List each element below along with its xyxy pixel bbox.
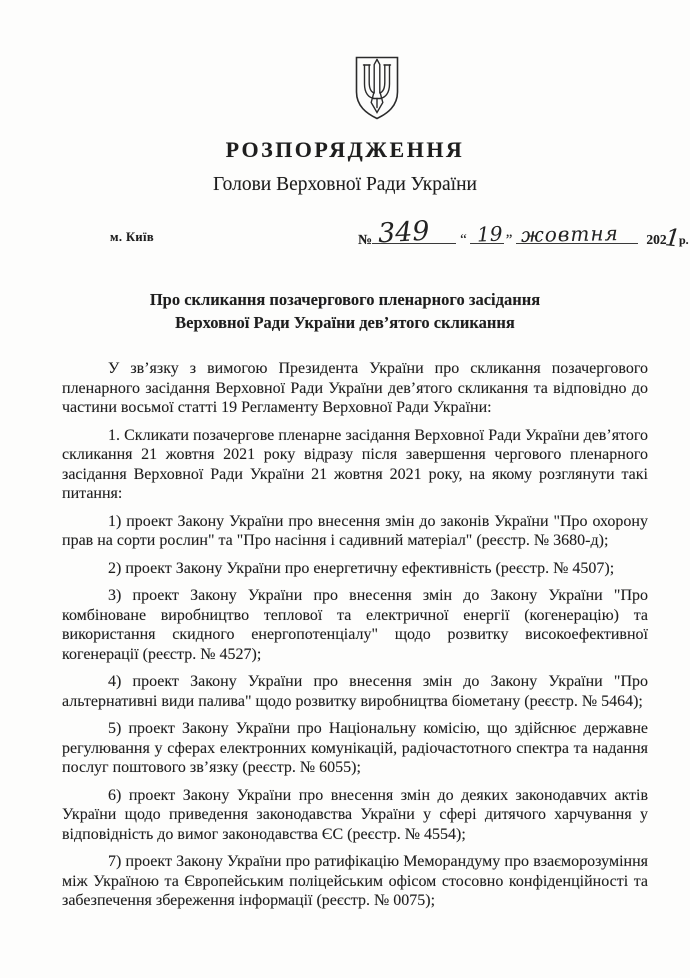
month-blank-line <box>516 221 638 247</box>
issuer-subheading: Голови Верховної Ради України <box>213 174 477 195</box>
day-blank-line <box>470 221 504 247</box>
agenda-item-3: 3) проект Закону України про внесення змін до Закону України "Про комбіноване виробництво теплової та електричної енергії (когенерацію) та використання скидного енергопотенціалу" щодо розвитку високоефективної когенерації (реєстр. № 4527); <box>62 587 648 663</box>
open-quote: “ <box>460 232 467 248</box>
agenda-item-4: 4) проект Закону України про внесення змін до Закону України "Про альтернативні види палива" щодо розвитку виробництва біометану (реєстр. № 5464); <box>62 673 648 710</box>
handwritten-day: 19 <box>476 221 503 247</box>
agenda-item-1: 1) проект Закону України про внесення змін до законів України "Про охорону прав на сорти рослин" та "Про насіння і садивний матеріал" (реєстр. № 3680-д); <box>62 512 648 549</box>
title-line-1: Про скликання позачергового пленарного засідання <box>149 290 541 309</box>
agenda-item-7: 7) проект Закону України про ратифікацію Меморандуму про взаєморозуміння між Україною та Європейським поліцейським офісом стосовно конфіденційності та забезпечення збереження інформації (реєстр. № 0075); <box>62 853 648 909</box>
preamble-paragraph: У зв’язку з вимогою Президента України про скликання позачергового пленарного засідання Верховної Ради України дев’ятого скликання та відповідно до частини восьмої статті 19 Регламенту Верховної Ради України: <box>62 360 648 416</box>
place-label: м. Київ <box>110 230 155 244</box>
handwritten-number: 349 <box>377 215 431 250</box>
number-date-group <box>358 215 689 253</box>
clause-1-paragraph: 1. Скликати позачергове пленарне засідання Верховної Ради України дев’ятого скликання 21 жовтня 2021 року відразу після завершення чергового пленарного засідання Верховної Ради України 21 жовтня 2021 року, на якому розглянути такі питання: <box>62 426 648 502</box>
place-date-row <box>0 215 690 254</box>
number-sign: № <box>358 233 373 248</box>
agenda-item-2: 2) проект Закону України про енергетичну ефективність (реєстр. № 4507); <box>108 559 615 577</box>
handwritten-month: жовтня <box>521 221 620 247</box>
handwritten-year-digit: 1 <box>663 223 682 253</box>
title-line-2: Верховної Ради України дев’ятого скликання <box>175 312 515 332</box>
agenda-item-6: 6) проект Закону України про внесення змін до деяких законодавчих актів України щодо приведення законодавства України у сфері дитячого харчування у відповідність до вимог законодавства ЄС (реєстр. № 4554); <box>62 786 648 843</box>
year-prefix: 202 <box>646 232 667 247</box>
agenda-item-5: 5) проект Закону України про Національну комісію, що здійснює державне регулювання у сферах електронних комунікацій, радіочастотного спектра та надання послуг поштового зв’язку (реєстр. № 6055); <box>62 720 648 776</box>
ukraine-trident-shield-icon <box>354 55 400 123</box>
year-suffix: р. <box>678 233 689 247</box>
close-quote: ” <box>505 232 513 248</box>
number-blank-line <box>372 215 456 250</box>
document-body <box>62 359 648 911</box>
document-type-heading: РОЗПОРЯДЖЕННЯ <box>225 137 465 162</box>
document-title <box>0 289 690 334</box>
